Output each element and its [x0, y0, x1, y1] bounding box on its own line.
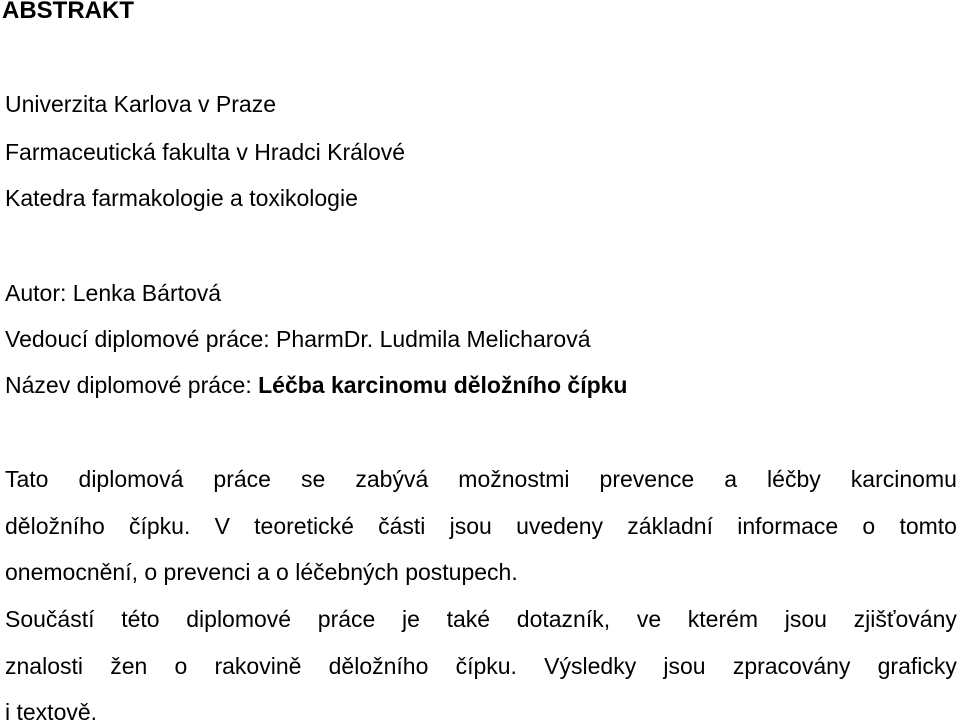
- word: je: [402, 606, 420, 632]
- word: o: [862, 513, 876, 539]
- abstract-line-3: onemocnění, o prevenci a o léčebných postupech.: [5, 559, 518, 585]
- word: možnostmi: [458, 466, 570, 492]
- word: diplomová: [78, 466, 184, 492]
- word: práce: [317, 606, 376, 632]
- word: práce: [213, 466, 271, 492]
- word: informace: [737, 513, 839, 539]
- word: Součástí: [5, 606, 95, 632]
- word: zabývá: [355, 466, 429, 492]
- word: se: [301, 466, 326, 492]
- word: ve: [636, 606, 662, 632]
- word: a: [724, 466, 737, 492]
- word: prevence: [599, 466, 695, 492]
- thesis-title-line: [5, 371, 627, 399]
- word: děložního: [328, 653, 429, 679]
- abstract-line-4: [5, 605, 957, 633]
- word: o: [174, 653, 188, 679]
- word: teoretické: [254, 513, 354, 539]
- word: zpracovány: [732, 653, 851, 679]
- supervisor-line: Vedoucí diplomové práce: PharmDr. Ludmila Melicharová: [5, 326, 591, 352]
- word: graficky: [877, 653, 957, 679]
- word: žen: [110, 653, 148, 679]
- word: diplomové: [186, 606, 292, 632]
- abstract-heading: ABSTRAKT: [2, 0, 134, 24]
- abstract-line-6: i textově.: [5, 699, 98, 725]
- thesis-title-label: Název diplomové práce:: [5, 372, 259, 398]
- word: základní: [627, 513, 713, 539]
- word: zjišťovány: [853, 606, 957, 632]
- thesis-title-value: Léčba karcinomu děložního čípku: [258, 372, 628, 398]
- word: léčby: [767, 466, 821, 492]
- word: jsou: [784, 606, 827, 632]
- word: čípku.: [455, 653, 517, 679]
- word: jsou: [663, 653, 706, 679]
- word: děložního: [5, 513, 105, 539]
- word: rakovině: [214, 653, 302, 679]
- word: V: [214, 513, 230, 539]
- abstract-line-2: [5, 512, 957, 540]
- word: uvedeny: [516, 513, 604, 539]
- author-line: Autor: Lenka Bártová: [5, 280, 222, 306]
- word: Výsledky: [544, 653, 637, 679]
- word: Tato: [5, 466, 49, 492]
- university-line: Univerzita Karlova v Praze: [5, 91, 276, 117]
- word: čípku.: [128, 513, 191, 539]
- faculty-line: Farmaceutická fakulta v Hradci Králové: [5, 139, 406, 165]
- department-line: Katedra farmakologie a toxikologie: [5, 185, 358, 211]
- word: této: [121, 606, 160, 632]
- word: jsou: [449, 513, 492, 539]
- abstract-line-5: [5, 652, 957, 680]
- word: tomto: [899, 513, 957, 539]
- word: části: [378, 513, 426, 539]
- word: karcinomu: [850, 466, 957, 492]
- abstract-line-1: [5, 465, 957, 493]
- word: dotazník,: [516, 606, 611, 632]
- word: také: [446, 606, 491, 632]
- word: znalosti: [5, 653, 83, 679]
- word: kterém: [687, 606, 759, 632]
